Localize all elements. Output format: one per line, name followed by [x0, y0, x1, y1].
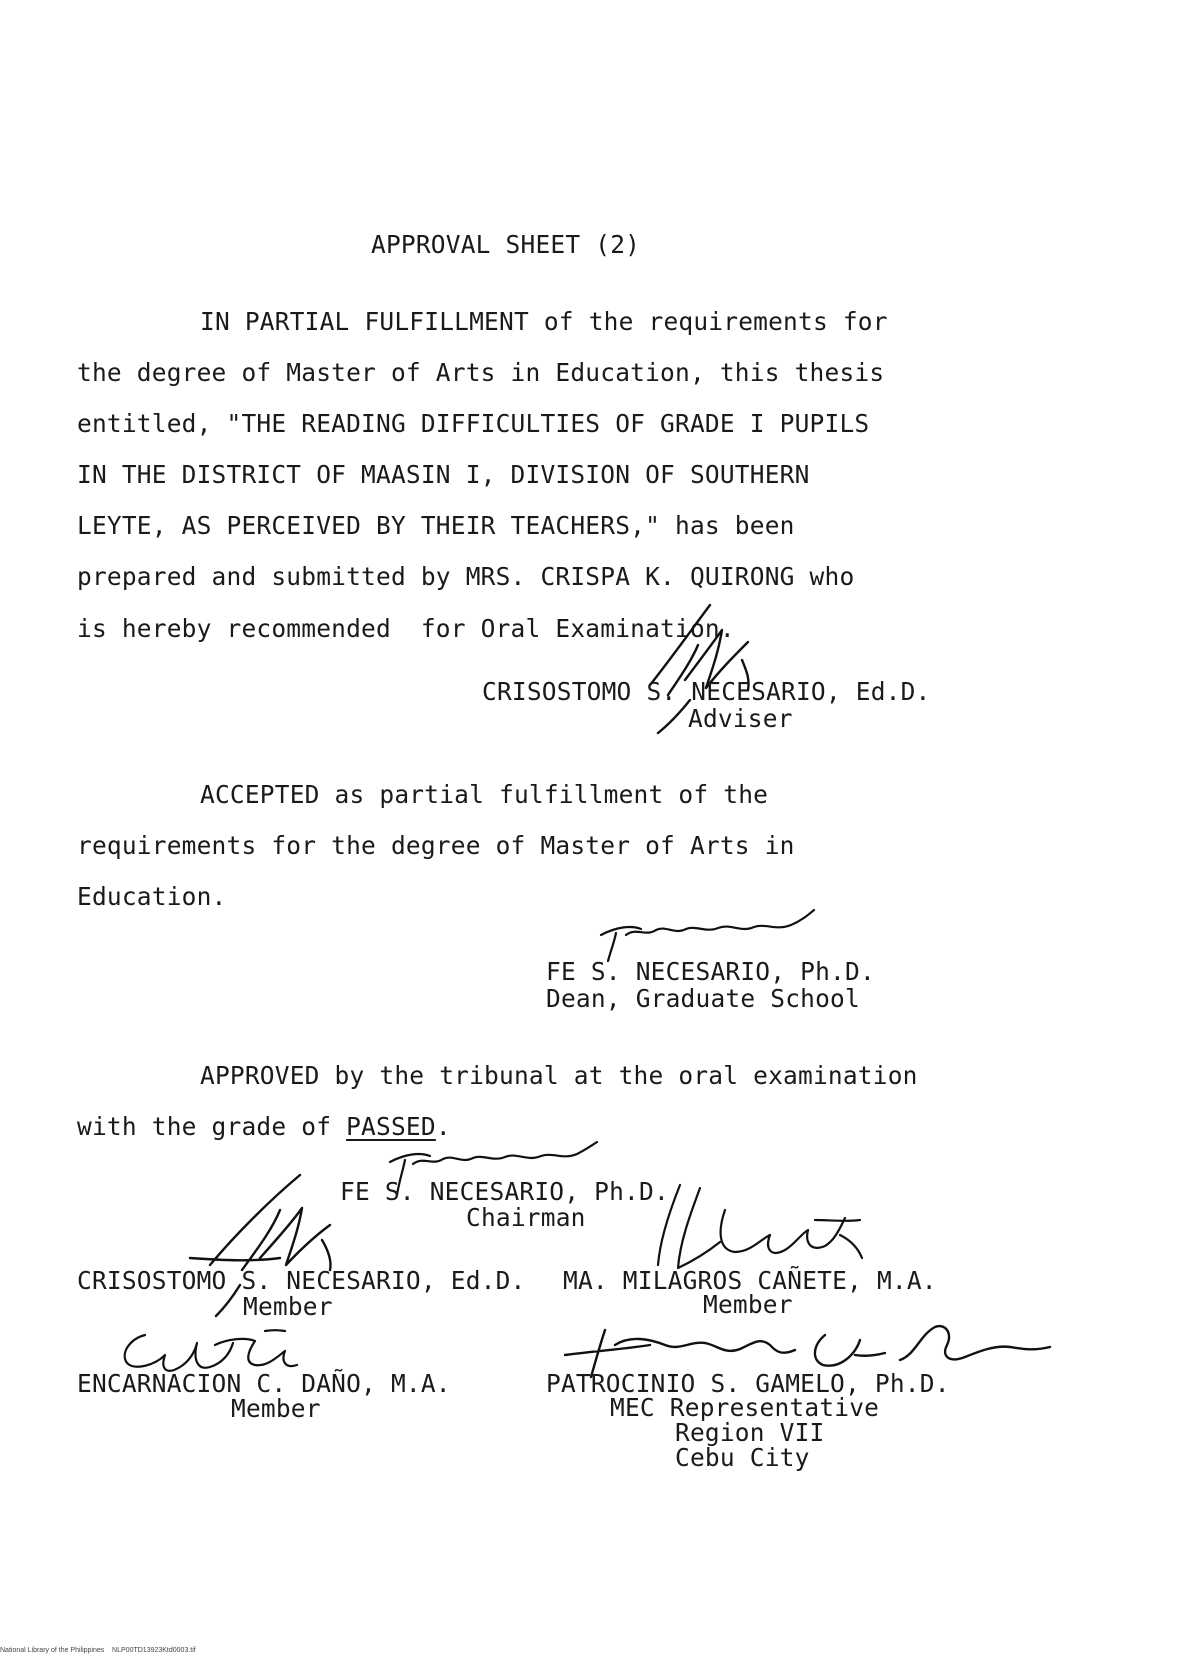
- mec-role-line-1: MEC Representative: [610, 1393, 880, 1422]
- intro-line-1: IN PARTIAL FULFILLMENT of the requirements for: [200, 307, 888, 336]
- member1-role: Member: [243, 1292, 333, 1321]
- intro-line-7: is hereby recommended for Oral Examination.: [77, 614, 735, 643]
- approved-line-2-prefix: with the grade of: [77, 1112, 347, 1141]
- mec-role-line-2: Region VII: [675, 1418, 825, 1447]
- mec-role-line-3: Cebu City: [675, 1443, 810, 1472]
- intro-line-3: entitled, "THE READING DIFFICULTIES OF GRADE I PUPILS: [77, 409, 870, 438]
- member3-name: ENCARNACION C. DAÑO, M.A.: [77, 1369, 451, 1398]
- dean-name: FE S. NECESARIO, Ph.D.: [546, 957, 875, 986]
- member3-role: Member: [231, 1394, 321, 1423]
- adviser-name: CRISOSTOMO S. NECESARIO, Ed.D.: [482, 677, 931, 706]
- chairman-role: Chairman: [466, 1203, 586, 1232]
- member2-role: Member: [703, 1290, 793, 1319]
- approved-line-2-suffix: .: [435, 1112, 451, 1141]
- intro-line-4: IN THE DISTRICT OF MAASIN I, DIVISION OF SOUTHERN: [77, 460, 810, 489]
- member1-name: CRISOSTOMO S. NECESARIO, Ed.D.: [77, 1266, 526, 1295]
- intro-line-5: LEYTE, AS PERCEIVED BY THEIR TEACHERS," has been: [77, 511, 795, 540]
- intro-line-2: the degree of Master of Arts in Education, this thesis: [77, 358, 885, 387]
- accepted-line-3: Education.: [77, 882, 227, 911]
- scan-footer: National Library of the Philippines NLP00TD13923Ktd0003.tif: [0, 1647, 196, 1654]
- accepted-line-1: ACCEPTED as partial fulfillment of the: [200, 780, 769, 809]
- approved-line-1: APPROVED by the tribunal at the oral examination: [200, 1061, 918, 1090]
- intro-line-6: prepared and submitted by MRS. CRISPA K. QUIRONG who: [77, 562, 855, 591]
- accepted-line-2: requirements for the degree of Master of Arts in: [77, 831, 795, 860]
- grade-value: PASSED: [346, 1112, 436, 1141]
- member2-signature: [640, 1180, 870, 1275]
- dean-role: Dean, Graduate School: [546, 984, 860, 1013]
- chairman-name: FE S. NECESARIO, Ph.D.: [340, 1177, 669, 1206]
- adviser-role: Adviser: [688, 704, 793, 733]
- member2-name: MA. MILAGROS CAÑETE, M.A.: [563, 1266, 937, 1295]
- dean-signature: [596, 905, 826, 965]
- approved-line-2: [77, 1112, 451, 1141]
- mec-name: PATROCINIO S. GAMELO, Ph.D.: [546, 1369, 950, 1398]
- page-title: APPROVAL SHEET (2): [371, 230, 641, 259]
